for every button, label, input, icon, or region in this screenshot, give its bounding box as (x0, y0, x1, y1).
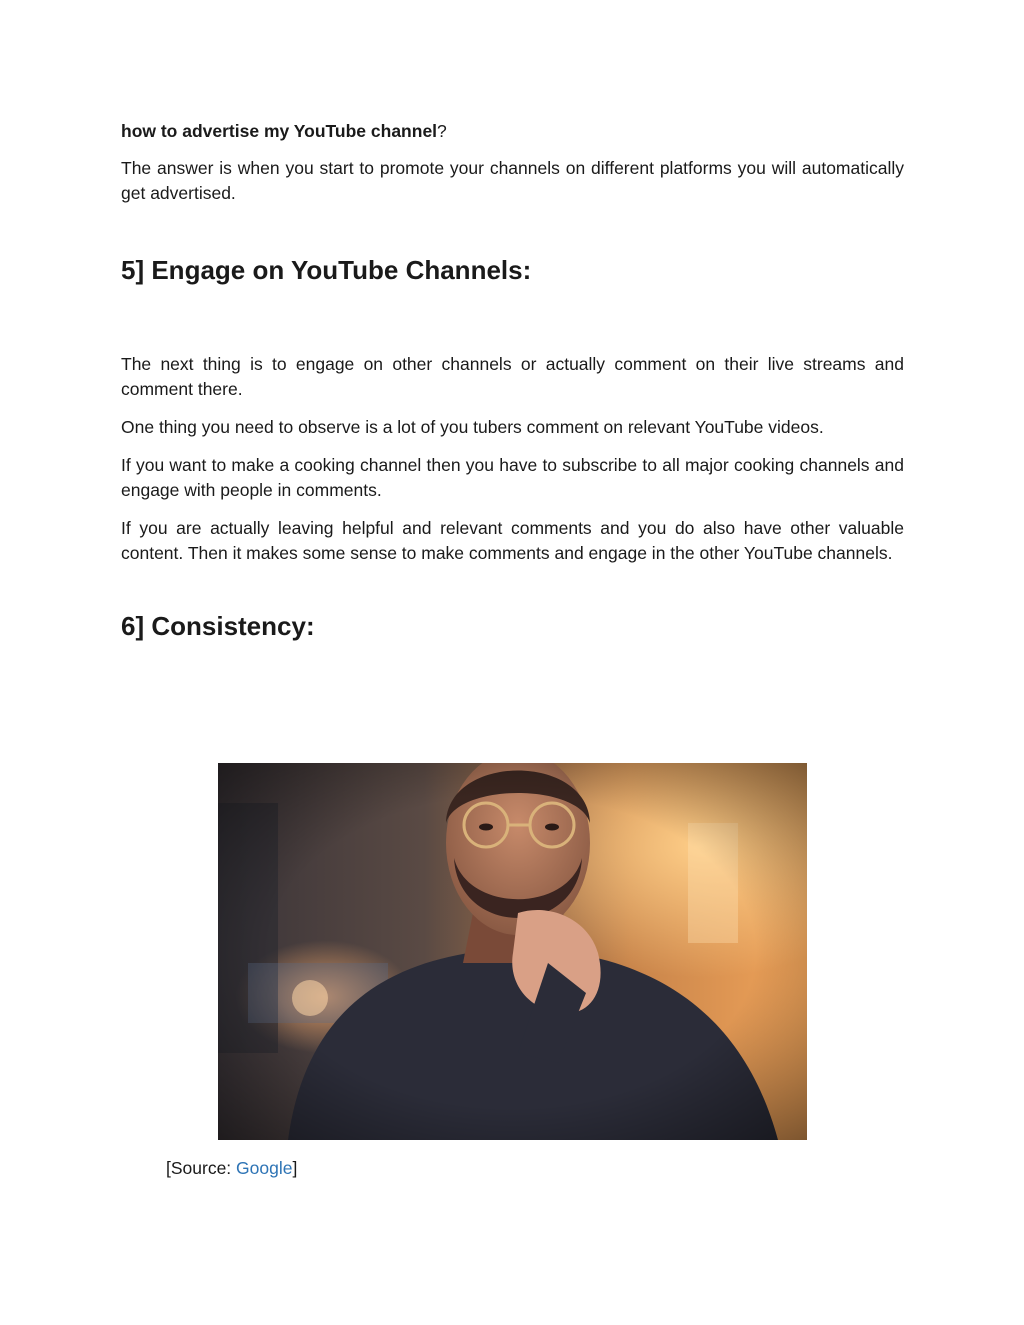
section-6-heading: 6] Consistency: (121, 611, 315, 641)
article-body (121, 119, 904, 642)
section-5-paragraph-2: One thing you need to observe is a lot of you tubers comment on relevant YouTube videos. (121, 417, 824, 437)
intro-question (121, 119, 904, 144)
section-5-paragraph-3: If you want to make a cooking channel then you have to subscribe to all major cooking channels and engage with people in comments. (121, 455, 904, 500)
photo-illustration (218, 763, 807, 1140)
section-5-heading: 5] Engage on YouTube Channels: (121, 255, 532, 285)
intro-answer: The answer is when you start to promote your channels on different platforms you will automatically get advertised. (121, 158, 904, 203)
image-source-caption (166, 1156, 297, 1181)
source-prefix: [Source: (166, 1158, 237, 1178)
intro-question-bold: how to advertise my YouTube channel (121, 121, 438, 141)
section-5-paragraph-4: If you are actually leaving helpful and relevant comments and you do also have other valuable content. Then it makes some sense to make comments and engage in the other YouTube channels. (121, 518, 904, 563)
source-suffix: ] (292, 1158, 298, 1178)
section-5-paragraph-1: The next thing is to engage on other channels or actually comment on their live streams and comment there. (121, 354, 904, 399)
thinking-man-photo (218, 763, 807, 1140)
source-link[interactable]: Google (236, 1158, 293, 1178)
intro-question-mark: ? (437, 121, 447, 141)
